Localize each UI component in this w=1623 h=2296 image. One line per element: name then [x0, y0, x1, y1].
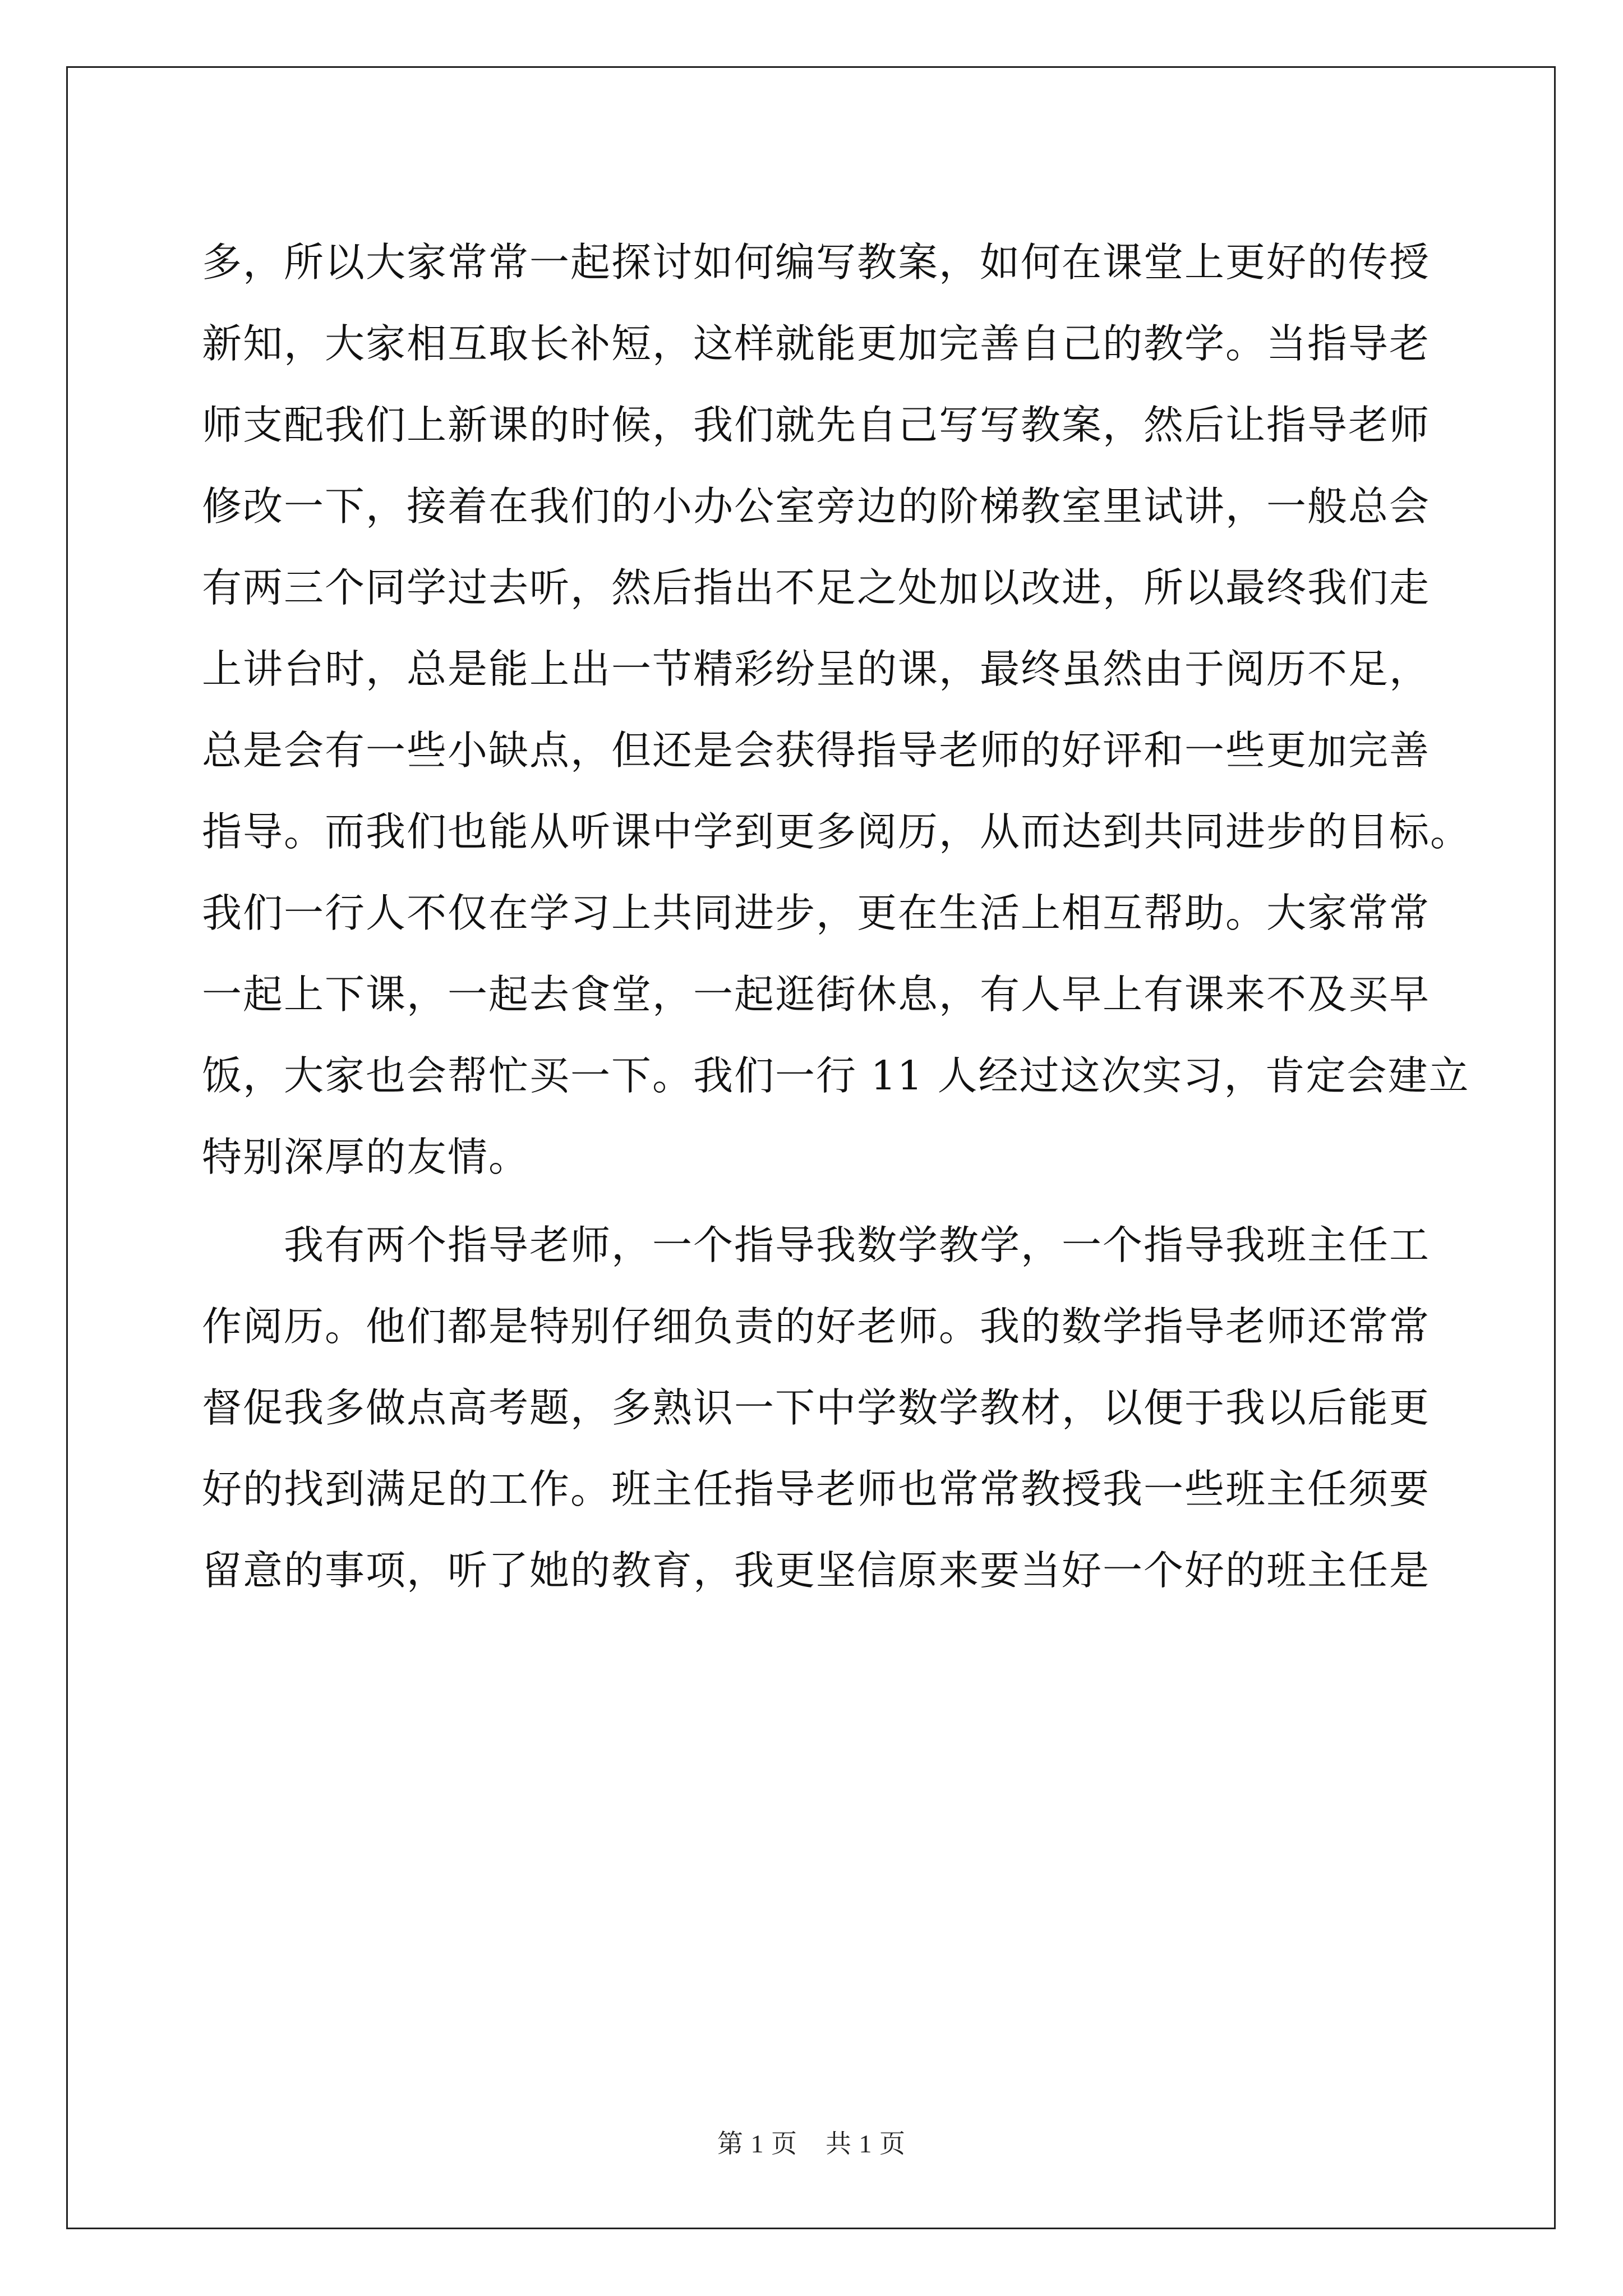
text-line: 留意的事项，听了她的教育，我更坚信原来要当好一个好的班主任是	[202, 1547, 1431, 1594]
text-line: 督促我多做点高考题，多熟识一下中学数学教材，以便于我以后能更	[202, 1384, 1431, 1431]
text-line: 新知，大家相互取长补短，这样就能更加完善自己的教学。当指导老	[202, 320, 1431, 367]
paragraph-1	[202, 222, 1472, 1198]
text-line: 有两三个同学过去听，然后指出不足之处加以改进，所以最终我们走	[202, 564, 1431, 611]
text-line: 上讲台时，总是能上出一节精彩纷呈的课，最终虽然由于阅历不足，	[202, 646, 1431, 692]
paragraph-spacing	[202, 1198, 1436, 1204]
text-line: 一起上下课，一起去食堂，一起逛街休息，有人早上有课来不及买早	[202, 971, 1431, 1018]
text-line: 总是会有一些小缺点，但还是会获得指导老师的好评和一些更加完善	[202, 727, 1431, 774]
text-line: 我们一行人不仅在学习上共同进步，更在生活上相互帮助。大家常常	[202, 890, 1431, 936]
text-line: 饭，大家也会帮忙买一下。我们一行 11 人经过这次实习，肯定会建立	[202, 1052, 1470, 1099]
text-line: 特别深厚的友情。	[202, 1134, 530, 1180]
text-line: 好的找到满足的工作。班主任指导老师也常常教授我一些班主任须要	[202, 1466, 1431, 1512]
text-line: 多，所以大家常常一起探讨如何编写教案，如何在课堂上更好的传授	[202, 239, 1431, 286]
text-line: 师支配我们上新课的时候，我们就先自己写写教案，然后让指导老师	[202, 402, 1431, 448]
text-line: 作阅历。他们都是特别仔细负责的好老师。我的数学指导老师还常常	[202, 1303, 1431, 1350]
text-line: 修改一下，接着在我们的小办公室旁边的阶梯教室里试讲，一般总会	[202, 483, 1431, 530]
text-line: 指导。而我们也能从听课中学到更多阅历，从而达到共同进步的目标。	[202, 808, 1472, 855]
text-line: 我有两个指导老师，一个指导我数学教学，一个指导我班主任工	[202, 1222, 1431, 1268]
page-number-current: 第 1 页	[717, 2129, 797, 2158]
document-body	[202, 222, 1472, 1611]
page-number-total: 共 1 页	[826, 2129, 906, 2158]
page-footer	[0, 2123, 1623, 2160]
paragraph-2	[202, 1204, 1436, 1611]
